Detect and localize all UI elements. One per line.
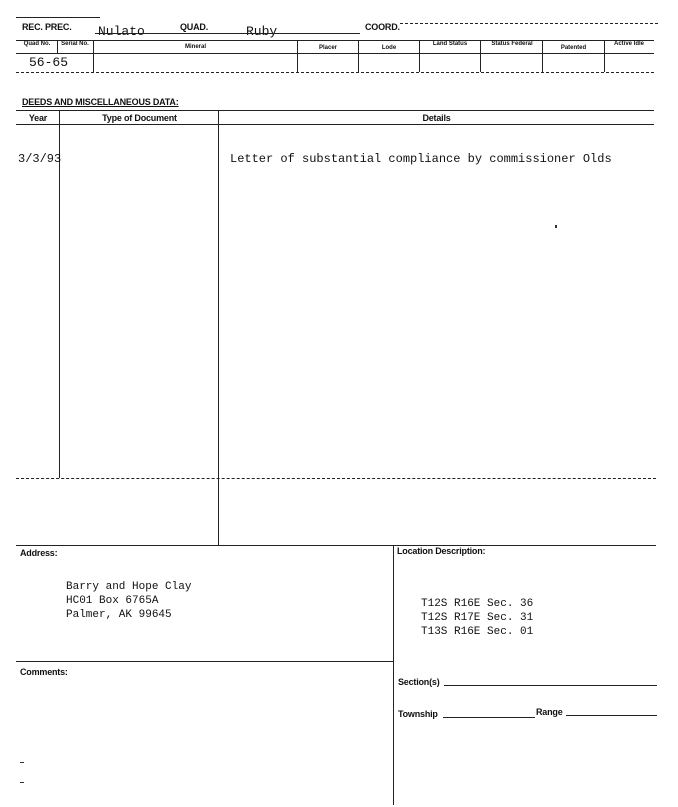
quad-no-value: 56-65 — [29, 55, 69, 70]
address-location-divider — [393, 545, 394, 805]
location-line-1: T12S R16E Sec. 36 — [421, 598, 534, 610]
coord-label: COORD. — [365, 22, 400, 32]
sections-field-line — [444, 685, 657, 686]
deeds-top-rule — [16, 110, 654, 111]
range-field-line — [566, 715, 657, 716]
location-line-2: T12S R17E Sec. 31 — [421, 612, 534, 624]
rec-prec-value: Nulato — [98, 24, 145, 39]
comments-top-rule — [16, 661, 393, 662]
header-underline — [95, 33, 360, 34]
col-status-federal: Status Federal — [491, 41, 533, 47]
col-year: Year — [28, 113, 48, 123]
address-top-rule — [16, 545, 656, 546]
col-patented: Patented — [560, 45, 587, 51]
township-label: Township — [398, 709, 438, 719]
address-line-3: Palmer, AK 99645 — [66, 609, 172, 621]
comments-label: Comments: — [20, 667, 68, 677]
col-serial-no: Serial No. — [61, 41, 89, 47]
col-quad-no: Quad No. — [23, 41, 51, 47]
col-mineral: Mineral — [184, 44, 206, 50]
address-label: Address: — [20, 548, 58, 558]
coord-underline — [400, 23, 658, 24]
deeds-end-rule — [16, 478, 656, 479]
scan-speck — [20, 782, 24, 783]
deeds-header-rule — [16, 124, 654, 125]
grid-bottom-rule — [16, 72, 654, 73]
col-land-status: Land Status — [432, 41, 468, 47]
grid-divider — [419, 40, 420, 72]
township-field-line — [443, 717, 535, 718]
scan-speck — [555, 225, 557, 228]
grid-top-rule — [16, 40, 654, 41]
location-line-3: T13S R16E Sec. 01 — [421, 626, 534, 638]
scan-speck — [20, 762, 24, 763]
col-active-idle: Active Idle — [613, 41, 644, 47]
grid-divider — [604, 40, 605, 72]
col-placer: Placer — [318, 45, 337, 51]
sections-label: Section(s) — [398, 677, 440, 687]
range-label: Range — [536, 707, 563, 717]
location-label: Location Description: — [397, 546, 486, 556]
deed-year: 3/3/93 — [18, 152, 62, 166]
quad-label: QUAD. — [180, 22, 208, 32]
col-lode: Lode — [381, 45, 397, 51]
address-line-2: HC01 Box 6765A — [66, 595, 159, 607]
grid-divider — [480, 40, 481, 72]
deeds-section-title: DEEDS AND MISCELLANEOUS DATA: — [22, 97, 179, 107]
col-details: Details — [422, 113, 451, 123]
deeds-divider-type — [218, 110, 219, 546]
address-line-1: Barry and Hope Clay — [66, 581, 192, 593]
col-type-of-document: Type of Document — [102, 113, 177, 123]
grid-header-rule — [16, 53, 654, 54]
deed-details: Letter of substantial compliance by commissioner Olds — [230, 152, 612, 166]
header-top-rule — [16, 17, 100, 18]
rec-prec-label: REC. PREC. — [22, 22, 72, 32]
quad-value: Ruby — [246, 24, 278, 39]
